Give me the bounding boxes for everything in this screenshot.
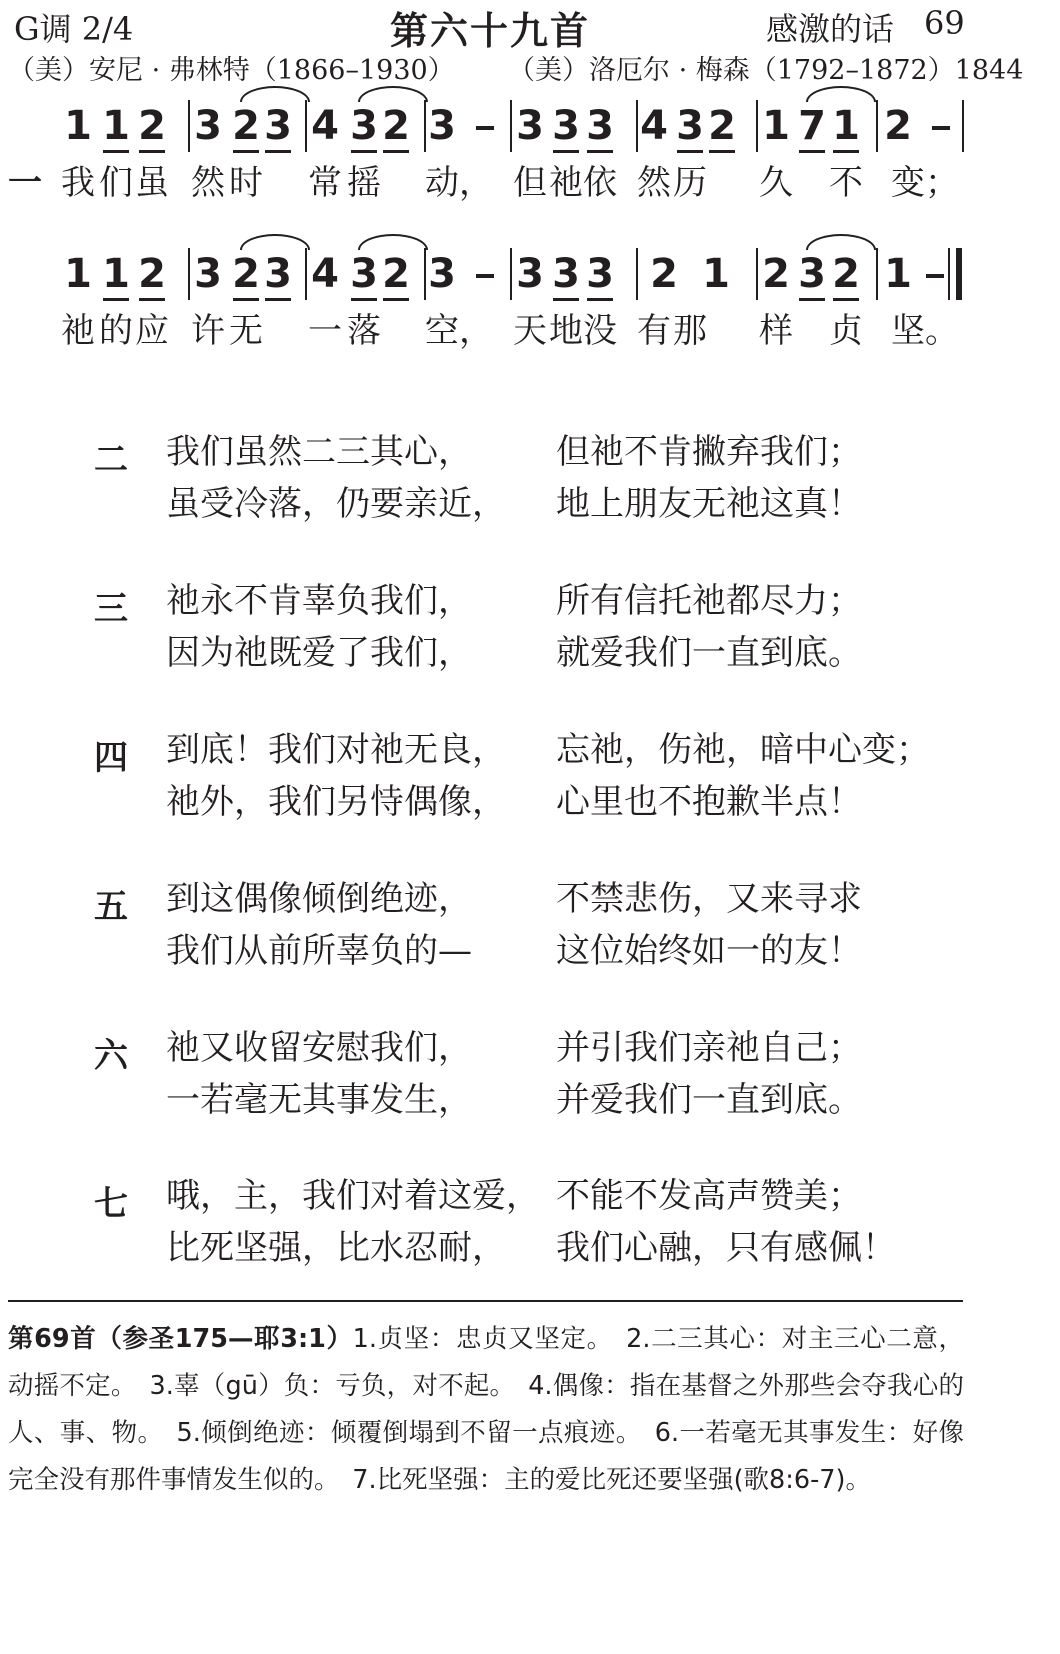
- final-barline-thin: [948, 248, 950, 300]
- line2-lyrics-syllable: 一: [308, 311, 342, 351]
- line1-lyrics-syllable: 时: [229, 163, 263, 203]
- line2-underline: [833, 298, 859, 301]
- verse-number: 二: [94, 440, 128, 480]
- line2-note: 2: [650, 251, 678, 297]
- line2-note: 2: [138, 251, 166, 297]
- verse-number: 六: [94, 1036, 128, 1076]
- verse-number: 五: [94, 887, 128, 927]
- verse-line: 地上朋友无祂这真！: [556, 484, 862, 524]
- footnote-text: 1.贞坚：忠贞又坚定。 2.二三其心：对主三心二意，动摇不定。 3.辜（gū）负：亏负，对不起。 4.偶像：指在基督之外那些会夺我心的人、事、物。 5.倾倒绝迹：倾覆倒塌到不留一点痕迹。 6.一若毫无其事发生：好像完全没有那件事情发生似的。 7.比死坚强：主的爱比死还要坚强(歌8:6-7)。: [8, 1324, 964, 1495]
- verse-line: 到底！我们对祂无良，: [166, 730, 506, 770]
- line2-note: 3: [516, 251, 544, 297]
- line2-underline: [265, 298, 291, 301]
- verse-line: 心里也不抱歉半点！: [556, 782, 862, 822]
- line2-barline: [510, 248, 512, 300]
- line1-note: 3: [586, 103, 614, 149]
- verse-line: 这位始终如一的友！: [556, 931, 862, 971]
- line1-lyrics-syllable: 祂: [549, 163, 583, 203]
- line2-underline: [799, 298, 825, 301]
- line2-note: 3: [264, 251, 292, 297]
- line2-lyrics-syllable: 样: [759, 311, 793, 351]
- line1-underline: [587, 150, 613, 153]
- line1-note: 3: [516, 103, 544, 149]
- line1-lyrics-syllable: 变；: [891, 163, 959, 203]
- verse-line: 但祂不肯撇弃我们；: [556, 432, 862, 472]
- line1-note: 1: [762, 103, 790, 149]
- line1-underline: [553, 150, 579, 153]
- line2-note: 1: [102, 251, 130, 297]
- verse-number: 七: [94, 1184, 128, 1224]
- verse-line: 并爱我们一直到底。: [556, 1080, 862, 1120]
- line2-lyrics-syllable: 无: [229, 311, 263, 351]
- line1-lyrics-syllable: 们: [99, 163, 133, 203]
- verse-line: 所有信托祂都尽力；: [556, 581, 862, 621]
- line2-note: 2: [832, 251, 860, 297]
- line1-underline: [383, 150, 409, 153]
- line2-underline: [553, 298, 579, 301]
- line2-lyrics-syllable: 地: [549, 311, 583, 351]
- line1-underline: [265, 150, 291, 153]
- hymn-number: 69: [924, 4, 965, 42]
- line1-slur: [358, 86, 428, 102]
- line2-underline: [587, 298, 613, 301]
- line1-barline: [756, 100, 758, 152]
- line1-barline: [636, 100, 638, 152]
- line1-dash: [476, 126, 494, 130]
- line1-note: 3: [264, 103, 292, 149]
- line2-barline: [305, 248, 307, 300]
- line2-note: 3: [798, 251, 826, 297]
- hymn-title: 第六十九首: [390, 9, 591, 53]
- line1-barline: [510, 100, 512, 152]
- verse-marker: 一: [8, 163, 42, 203]
- line2-dash: [926, 274, 944, 278]
- category-label: 感激的话: [766, 10, 895, 48]
- verse-line: 不能不发高声赞美；: [556, 1176, 862, 1216]
- divider: [8, 1300, 963, 1302]
- line1-barline: [962, 100, 964, 152]
- line2-underline: [351, 298, 377, 301]
- line1-note: 1: [832, 103, 860, 149]
- line1-barline: [188, 100, 190, 152]
- line2-note: 2: [762, 251, 790, 297]
- line1-underline: [233, 150, 259, 153]
- line1-underline: [351, 150, 377, 153]
- line1-underline: [103, 150, 129, 153]
- line2-lyrics-syllable: 的: [99, 311, 133, 351]
- line1-note: 2: [708, 103, 736, 149]
- line1-lyrics-syllable: 摇: [347, 163, 381, 203]
- verse-line: 就爱我们一直到底。: [556, 633, 862, 673]
- composer-credit: （美）洛厄尔 · 梅森（1792–1872）1844: [508, 55, 1024, 86]
- line1-underline: [139, 150, 165, 153]
- final-barline: [956, 248, 962, 300]
- line2-lyrics-syllable: 落: [347, 311, 381, 351]
- line2-note: 3: [194, 251, 222, 297]
- verse-line: 我们心融，只有感佩！: [556, 1228, 896, 1268]
- line2-slur: [806, 234, 876, 250]
- verse-line: 我们虽然二三其心，: [166, 432, 472, 472]
- line2-barline: [756, 248, 758, 300]
- line1-dash: [932, 126, 950, 130]
- line1-lyrics-syllable: 然: [637, 163, 671, 203]
- verse-line: 我们从前所辜负的—: [166, 931, 472, 971]
- verse-number: 三: [94, 589, 128, 629]
- line2-underline: [103, 298, 129, 301]
- line2-barline: [424, 248, 426, 300]
- line1-note: 7: [798, 103, 826, 149]
- line1-underline: [833, 150, 859, 153]
- line2-barline: [636, 248, 638, 300]
- verse-line: 哦，主，我们对着这爱，: [166, 1176, 540, 1216]
- line2-lyrics-syllable: 有: [637, 311, 671, 351]
- line1-lyrics-syllable: 不: [829, 163, 863, 203]
- line1-note: 2: [382, 103, 410, 149]
- line1-note: 3: [194, 103, 222, 149]
- footnotes: [8, 1316, 964, 1504]
- verse-line: 不禁悲伤，又来寻求: [556, 879, 862, 919]
- line2-note: 1: [702, 251, 730, 297]
- line2-underline: [233, 298, 259, 301]
- verse-line: 忘祂，伤祂，暗中心变；: [556, 730, 930, 770]
- line1-barline: [876, 100, 878, 152]
- line1-lyrics-syllable: 常: [308, 163, 342, 203]
- line1-lyrics-syllable: 依: [583, 163, 617, 203]
- line1-note: 3: [676, 103, 704, 149]
- line1-lyrics-syllable: 我: [61, 163, 95, 203]
- line1-note: 4: [640, 103, 668, 149]
- line2-dash: [476, 274, 494, 278]
- line2-lyrics-syllable: 应: [135, 311, 169, 351]
- line1-note: 1: [102, 103, 130, 149]
- line1-note: 4: [311, 103, 339, 149]
- verse-line: 祂外，我们另恃偶像，: [166, 782, 506, 822]
- line2-barline: [876, 248, 878, 300]
- verse-line: 祂又收留安慰我们，: [166, 1028, 472, 1068]
- line2-note: 3: [350, 251, 378, 297]
- line2-lyrics-syllable: 没: [583, 311, 617, 351]
- line1-note: 3: [350, 103, 378, 149]
- line2-lyrics-syllable: 坚。: [891, 311, 959, 351]
- key-time-signature: G调 2/4: [14, 10, 134, 48]
- line2-underline: [139, 298, 165, 301]
- line1-lyrics-syllable: 虽: [135, 163, 169, 203]
- line2-underline: [383, 298, 409, 301]
- line1-note: 2: [884, 103, 912, 149]
- line2-note: 2: [232, 251, 260, 297]
- line2-slur: [358, 234, 428, 250]
- line2-barline: [188, 248, 190, 300]
- line2-note: 3: [552, 251, 580, 297]
- line1-underline: [799, 150, 825, 153]
- line1-note: 3: [428, 103, 456, 149]
- verse-line: 因为祂既爱了我们，: [166, 633, 472, 673]
- line2-note: 1: [884, 251, 912, 297]
- line1-note: 2: [138, 103, 166, 149]
- line1-note: 2: [232, 103, 260, 149]
- line1-lyrics-syllable: 然: [191, 163, 225, 203]
- verse-line: 虽受冷落，仍要亲近，: [166, 484, 506, 524]
- line2-lyrics-syllable: 天: [513, 311, 547, 351]
- line1-slur: [806, 86, 876, 102]
- line2-note: 3: [586, 251, 614, 297]
- verse-line: 并引我们亲祂自己；: [556, 1028, 862, 1068]
- line1-barline: [305, 100, 307, 152]
- line1-underline: [677, 150, 703, 153]
- line2-lyrics-syllable: 贞: [829, 311, 863, 351]
- line2-note: 4: [311, 251, 339, 297]
- footnote-label: 第69首（参圣175—耶3:1）: [8, 1324, 353, 1354]
- line2-note: 3: [428, 251, 456, 297]
- line2-slur: [240, 234, 310, 250]
- line1-lyrics-syllable: 历: [673, 163, 707, 203]
- verse-line: 比死坚强，比水忍耐，: [166, 1228, 506, 1268]
- line1-barline: [424, 100, 426, 152]
- line1-slur: [240, 86, 310, 102]
- line2-lyrics-syllable: 许: [191, 311, 225, 351]
- line2-lyrics-syllable: 空，: [425, 311, 493, 351]
- line1-note: 3: [552, 103, 580, 149]
- line1-lyrics-syllable: 但: [513, 163, 547, 203]
- line2-note: 1: [64, 251, 92, 297]
- verse-line: 一若毫无其事发生，: [166, 1080, 472, 1120]
- line2-note: 2: [382, 251, 410, 297]
- verse-number: 四: [94, 738, 128, 778]
- line2-lyrics-syllable: 祂: [61, 311, 95, 351]
- lyricist-credit: （美）安尼 · 弗林特（1866–1930）: [8, 55, 455, 86]
- line1-underline: [709, 150, 735, 153]
- line1-lyrics-syllable: 久: [759, 163, 793, 203]
- line2-lyrics-syllable: 那: [673, 311, 707, 351]
- line1-note: 1: [64, 103, 92, 149]
- verse-line: 到这偶像倾倒绝迹，: [166, 879, 472, 919]
- verse-line: 祂永不肯辜负我们，: [166, 581, 472, 621]
- line1-lyrics-syllable: 动，: [425, 163, 493, 203]
